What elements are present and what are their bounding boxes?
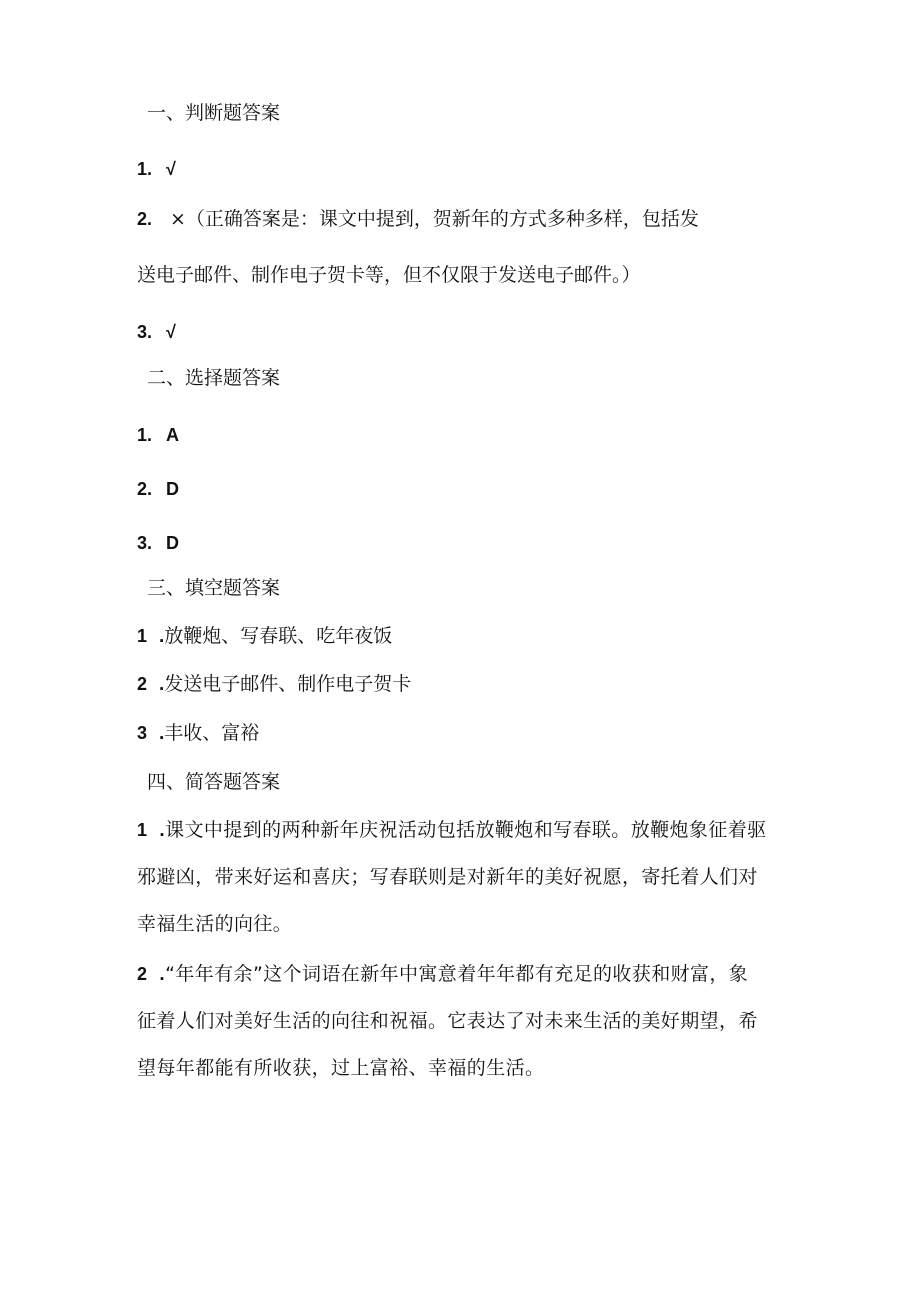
- item-number: 1: [137, 626, 148, 646]
- item-answer: D: [166, 533, 180, 553]
- item-text: 课文中提到的两种新年庆祝活动包括放鞭炮和写春联。放鞭炮象征着驱: [165, 819, 767, 841]
- item-answer: 放鞭炮、写春联、吃年夜饭: [164, 625, 393, 647]
- item-answer: √: [166, 159, 176, 179]
- item-number: 1.: [137, 425, 153, 445]
- judge-item-2-continuation: 送电子邮件、制作电子贺卡等，但不仅限于发送电子邮件。）: [137, 264, 641, 286]
- item-number: 2.: [137, 479, 153, 499]
- section-heading-choice: 二、选择题答案: [147, 367, 281, 389]
- item-answer: ×（正确答案是：课文中提到，贺新年的方式多种多样，包括发: [170, 208, 699, 230]
- item-number: 3: [137, 723, 148, 743]
- section-heading-fill: 三、填空题答案: [147, 577, 281, 599]
- fill-item-2: [137, 672, 411, 697]
- item-answer: D: [166, 479, 180, 499]
- short-item-2-line-1: [137, 962, 748, 987]
- item-number: 3.: [137, 322, 153, 342]
- item-answer: 丰收、富裕: [164, 722, 260, 744]
- choice-item-2: [137, 477, 179, 501]
- choice-item-1: [137, 423, 179, 447]
- item-dot: .: [159, 723, 165, 744]
- fill-item-1: [137, 624, 392, 649]
- item-number: 2: [137, 674, 148, 694]
- item-answer: √: [166, 322, 176, 342]
- judge-item-2: [137, 207, 699, 231]
- item-answer: A: [166, 425, 180, 445]
- item-dot: .: [159, 820, 166, 841]
- item-answer: 发送电子邮件、制作电子贺卡: [164, 673, 412, 695]
- judge-item-1: [137, 157, 176, 181]
- short-item-1-line-2: 邪避凶，带来好运和喜庆；写春联则是对新年的美好祝愿，寄托着人们对: [137, 866, 758, 888]
- judge-item-3: [137, 320, 176, 344]
- short-item-2-line-3: 望每年都能有所收获，过上富裕、幸福的生活。: [137, 1057, 545, 1079]
- short-item-2-line-2: 征着人们对美好生活的向往和祝福。它表达了对未来生活的美好期望，希: [137, 1010, 758, 1032]
- item-number: 1: [137, 820, 148, 840]
- fill-item-3: [137, 721, 259, 746]
- item-number: 3.: [137, 533, 153, 553]
- section-heading-judge: 一、判断题答案: [147, 102, 281, 124]
- item-dot: .: [159, 674, 165, 695]
- item-number: 2: [137, 964, 148, 984]
- short-item-1-line-3: 幸福生活的向往。: [137, 913, 293, 935]
- short-item-1-line-1: [137, 818, 767, 843]
- section-heading-short: 四、简答题答案: [147, 771, 281, 793]
- item-number: 2.: [137, 209, 153, 229]
- item-dot: .: [159, 964, 166, 985]
- item-number: 1.: [137, 159, 153, 179]
- item-dot: .: [159, 626, 165, 647]
- choice-item-3: [137, 531, 179, 555]
- item-text: “年年有余”这个词语在新年中寓意着年年都有充足的收获和财富，象: [165, 963, 749, 985]
